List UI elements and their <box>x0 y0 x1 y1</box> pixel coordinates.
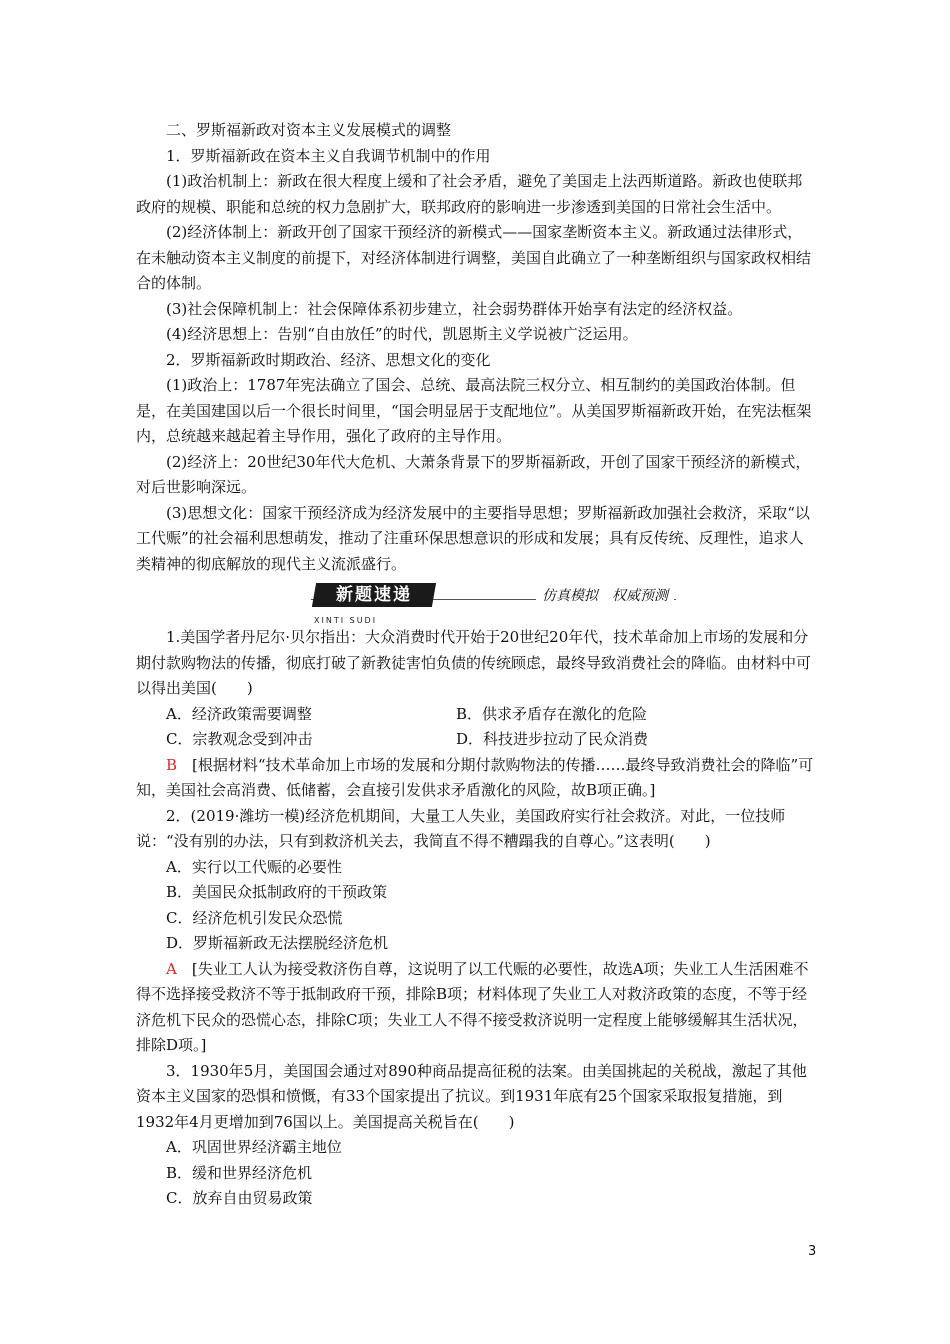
question-1-options-row-2 <box>136 727 816 753</box>
paragraph: (1)政治机制上：新政在很大程度上缓和了社会矛盾，避免了美国走上法西斯道路。新政也使联邦政府的规模、职能和总统的权力急剧扩大，联邦政府的影响进一步渗透到美国的日常社会生活中。 <box>136 172 803 216</box>
banner-tag-pinyin: XINTI SUDI <box>314 616 378 625</box>
question-1-stem: 1.美国学者丹尼尔·贝尔指出：大众消费时代开始于20世纪20年代，技术革命加上市场的发展和分期付款购物法的传播，彻底打破了新教徒害怕负债的传统顾虑，最终导致消费社会的降临。由材料中可以得出美国( ) <box>136 628 812 697</box>
option: A．经济政策需要调整 <box>166 704 312 723</box>
paragraph: (1)政治上：1787年宪法确立了国会、总统、最高法院三权分立、相互制约的美国政治体制。但是，在美国建国以后一个很长时间里，“国会明显居于支配地位”。从美国罗斯福新政开始，在宪法框架内，总统越来越起着主导作用，强化了政府的主导作用。 <box>136 376 812 445</box>
section-heading: 二、罗斯福新政对资本主义发展模式的调整 <box>166 121 452 139</box>
question-3-stem: 3．1930年5月，美国国会通过对890种商品提高征税的法案。由美国挑起的关税战，激起了其他资本主义国家的恐惧和愤慨，有33个国家提出了抗议。到1931年底有25个国家采取报复措施，到1932年4月更增加到76国以上。美国提高关税旨在( ) <box>136 1061 807 1131</box>
option: B．缓和世界经济危机 <box>166 1163 313 1182</box>
option: B．美国民众抵制政府的干预政策 <box>166 883 388 901</box>
question-1-answer <box>136 753 816 804</box>
subsection-title-1: 1．罗斯福新政在资本主义自我调节机制中的作用 <box>166 146 491 165</box>
answer-letter: A <box>166 959 177 978</box>
option: C．经济危机引发民众恐慌 <box>166 908 343 927</box>
page-number: 3 <box>808 1244 817 1259</box>
question-1-options-row-1 <box>136 702 816 728</box>
answer-explanation: [失业工人认为接受救济伤自尊，这说明了以工代赈的必要性，故选A项；失业工人生活困难不得不选择接受救济不等于抵制政府干预，排除B项；材料体现了失业工人对救济政策的态度，不等于经济危机下民众的恐慌心态，排除C项；失业工人不得不接受救济说明一定程度上能够缓解其生活状况，排除D项。] <box>136 959 809 1054</box>
question-2-answer <box>136 957 816 1059</box>
subsection-title-2: 2．罗斯福新政时期政治、经济、思想文化的变化 <box>166 350 491 369</box>
option: C．放弃自由贸易政策 <box>166 1189 313 1207</box>
paragraph: (2)经济体制上：新政开创了国家干预经济的新模式——国家垄断资本主义。新政通过法律形式，在未触动资本主义制度的前提下，对经济体制进行调整，美国自此确立了一种垄断组织与国家政权相结合的体制。 <box>136 223 812 292</box>
answer-explanation: [根据材料“技术革命加上市场的发展和分期付款购物法的传播……最终导致消费社会的降临”可知，美国社会高消费、低储蓄，会直接引发供求矛盾激化的风险，故B项正确。] <box>136 755 814 799</box>
answer-letter: B <box>166 755 178 774</box>
option: A．巩固世界经济霸主地位 <box>166 1138 342 1156</box>
banner-tag: 新题速递 <box>312 583 436 607</box>
paragraph: (2)经济上：20世纪30年代大危机、大萧条背景下的罗斯福新政，开创了国家干预经济的新模式，对后世影响深远。 <box>136 452 811 496</box>
paragraph: (4)经济思想上：告别“自由放任”的时代，凯恩斯主义学说被广泛运用。 <box>166 325 638 343</box>
option: D．罗斯福新政无法摆脱经济危机 <box>166 934 389 952</box>
page-content <box>136 118 816 1212</box>
option: B．供求矛盾存在激化的危险 <box>456 704 648 723</box>
paragraph: (3)社会保障机制上：社会保障体系初步建立，社会弱势群体开始享有法定的经济权益。 <box>166 299 743 318</box>
option: A．实行以工代赈的必要性 <box>166 857 342 876</box>
option: D．科技进步拉动了民众消费 <box>456 730 649 748</box>
question-2-stem: 2．(2019·潍坊一模)经济危机期间，大量工人失业，美国政府实行社会救济。对此，一位技师说：“没有别的办法，只有到救济机关去，我简直不得不糟蹋我的自尊心。”这表明( ) <box>136 806 786 850</box>
paragraph: (3)思想文化：国家干预经济成为经济发展中的主要指导思想；罗斯福新政加强社会救济，采取“以工代赈”的社会福利思想萌发，推动了注重环保思想意识的形成和发展；具有反传统、反理性，追求人类精神的彻底解放的现代主义流派盛行。 <box>136 503 810 573</box>
option: C．宗教观念受到冲击 <box>166 730 313 748</box>
section-banner <box>136 581 816 625</box>
banner-subtitle: 仿真模拟 权威预测 <box>536 585 674 607</box>
